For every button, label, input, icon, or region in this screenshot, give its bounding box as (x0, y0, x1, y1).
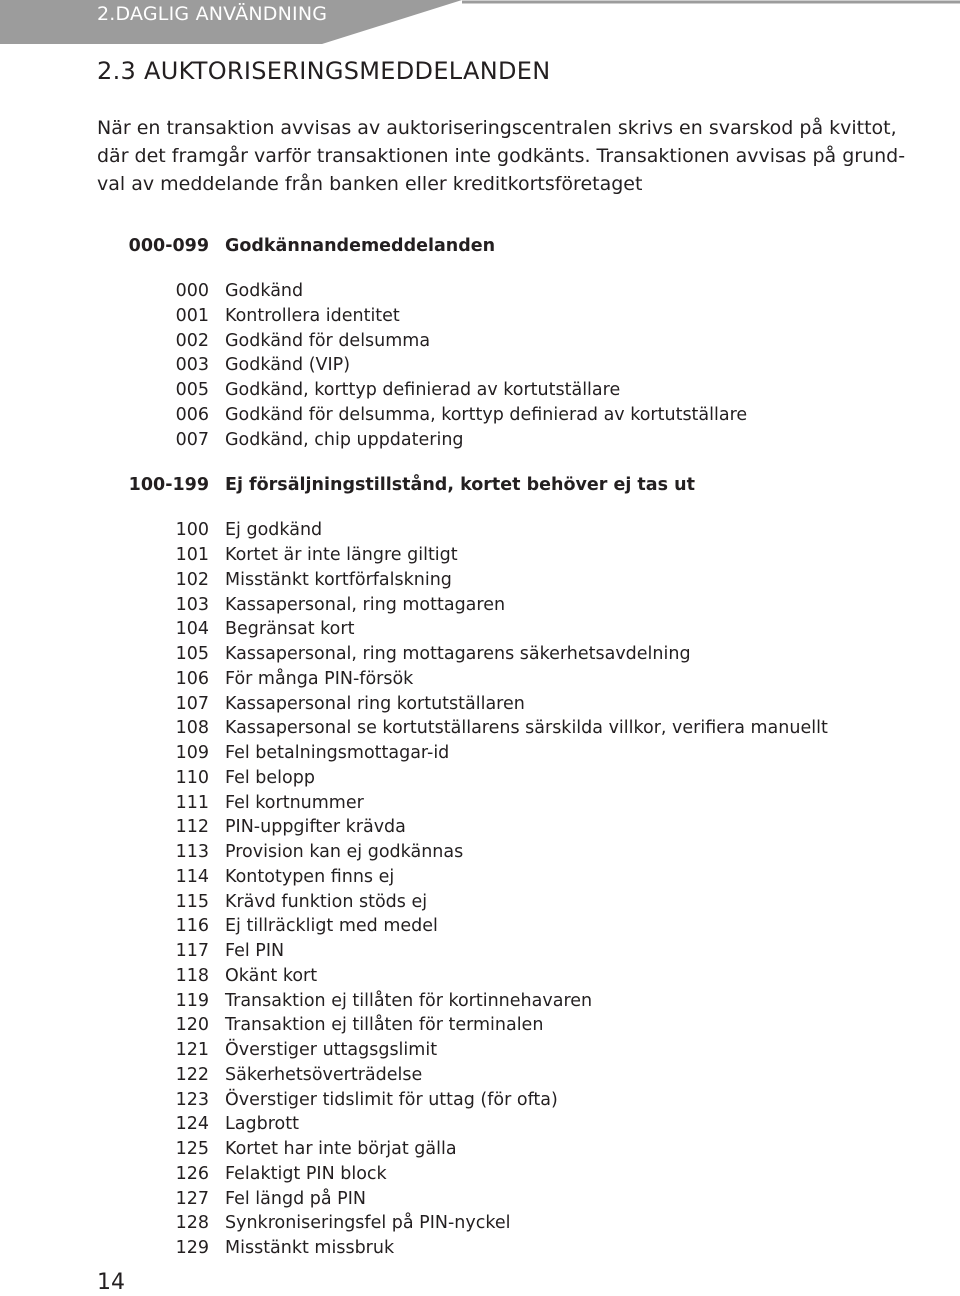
code-description: PIN-uppgifter krävda (225, 817, 406, 838)
code-list (0, 518, 960, 1261)
code-row (0, 939, 960, 964)
code-number: 121 (175, 1040, 209, 1060)
code-number: 006 (175, 404, 209, 425)
code-description: Kortet är inte längre giltigt (225, 545, 458, 565)
code-description: Misstänkt kortförfalskning (225, 569, 452, 590)
code-row (0, 617, 960, 642)
code-number: 002 (175, 330, 209, 351)
code-row (0, 890, 960, 915)
code-number: 005 (175, 380, 209, 400)
code-number: 104 (175, 619, 209, 640)
code-number: 100 (175, 520, 209, 541)
code-description: Fel längd på PIN (225, 1188, 366, 1209)
code-row (0, 1187, 960, 1212)
code-number: 109 (175, 743, 209, 763)
code-row (0, 914, 960, 939)
code-row (0, 1063, 960, 1088)
code-row (0, 593, 960, 618)
code-description: Kortet har inte börjat gälla (225, 1139, 457, 1159)
code-row (0, 428, 960, 453)
code-list (0, 279, 960, 452)
code-description: Transaktion ej tillåten för terminalen (225, 1015, 544, 1036)
code-row (0, 791, 960, 816)
code-description: Fel betalningsmottagar-id (225, 743, 450, 763)
code-description: Ej tillräckligt med medel (225, 916, 438, 937)
code-number: 112 (175, 817, 209, 838)
code-number: 106 (175, 668, 209, 689)
code-row (0, 1088, 960, 1113)
code-row (0, 304, 960, 329)
code-description: Fel PIN (225, 941, 285, 961)
code-number: 113 (175, 842, 209, 862)
code-description: Synkroniseringsfel på PIN-nyckel (225, 1213, 511, 1234)
code-description: Krävd funktion stöds ej (225, 891, 428, 912)
code-description: Kassapersonal se kortutställarens särskilda villkor, verifiera manuellt (225, 718, 828, 739)
code-group-heading (0, 230, 960, 262)
code-number: 003 (175, 355, 209, 376)
code-number: 114 (175, 866, 209, 887)
chapter-title: 2.DAGLIG ANVÄNDNING (97, 3, 328, 25)
code-number: 000 (175, 281, 209, 301)
code-row (0, 378, 960, 403)
page-number: 14 (97, 1270, 125, 1295)
code-row (0, 815, 960, 840)
code-row (0, 642, 960, 667)
code-description: Ej godkänd (225, 520, 323, 541)
code-number: 125 (175, 1139, 209, 1159)
code-group-range: 100-199 (128, 475, 209, 496)
code-row (0, 1162, 960, 1187)
code-number: 124 (175, 1114, 209, 1135)
code-description: Provision kan ej godkännas (225, 842, 464, 862)
code-number: 115 (175, 891, 209, 912)
intro-paragraph (97, 114, 917, 198)
code-description: Felaktigt PIN block (225, 1163, 387, 1184)
code-row (0, 518, 960, 543)
code-description: Säkerhetsöverträdelse (225, 1064, 423, 1085)
code-number: 116 (175, 916, 209, 937)
code-number: 110 (175, 767, 209, 788)
code-row (0, 964, 960, 989)
code-description: Godkänd för delsumma, korttyp definierad av kortutställare (225, 404, 748, 425)
response-code-list (0, 230, 960, 1278)
code-group-range: 000-099 (128, 236, 209, 256)
code-description: Fel belopp (225, 767, 315, 788)
intro-line: där det framgår varför transaktionen inte godkänts. Transaktionen avvisas på grund- (97, 145, 906, 167)
code-description: Godkänd (VIP) (225, 355, 351, 376)
code-number: 129 (175, 1238, 209, 1258)
code-row (0, 692, 960, 717)
code-row (0, 840, 960, 865)
code-number: 103 (175, 594, 209, 615)
code-row (0, 716, 960, 741)
code-number: 128 (175, 1213, 209, 1234)
code-row (0, 568, 960, 593)
code-description: Fel kortnummer (225, 792, 364, 813)
code-row (0, 329, 960, 354)
code-number: 111 (175, 792, 209, 813)
code-description: Godkänd (225, 281, 304, 301)
code-description: Misstänkt missbruk (225, 1238, 395, 1258)
code-number: 118 (175, 965, 209, 986)
code-description: Kontotypen finns ej (225, 866, 395, 887)
code-number: 007 (175, 429, 209, 450)
code-description: Godkänd för delsumma (225, 330, 431, 351)
code-description: Överstiger tidslimit för uttag (för ofta) (225, 1089, 558, 1110)
code-description: Kassapersonal, ring mottagarens säkerhetsavdelning (225, 644, 691, 664)
code-number: 123 (175, 1089, 209, 1110)
code-row (0, 1112, 960, 1137)
code-description: Kassapersonal ring kortutställaren (225, 693, 525, 714)
code-group-title: Godkännandemeddelanden (225, 236, 496, 256)
code-number: 127 (175, 1188, 209, 1209)
code-number: 105 (175, 644, 209, 664)
section-title: 2.3 AUKTORISERINGSMEDDELANDEN (97, 57, 551, 85)
code-row (0, 1038, 960, 1063)
code-row (0, 1211, 960, 1236)
code-row (0, 1013, 960, 1038)
code-group-heading (0, 469, 960, 501)
code-description: Begränsat kort (225, 619, 355, 640)
code-group-title: Ej försäljningstillstånd, kortet behöver ej tas ut (225, 475, 695, 496)
code-description: Godkänd, korttyp definierad av kortutställare (225, 380, 621, 400)
code-number: 120 (175, 1015, 209, 1036)
code-number: 101 (175, 545, 209, 565)
code-description: Lagbrott (225, 1114, 299, 1135)
code-description: Transaktion ej tillåten för kortinnehavaren (225, 990, 593, 1011)
code-description: Kontrollera identitet (225, 305, 400, 326)
code-row (0, 279, 960, 304)
code-number: 107 (175, 693, 209, 714)
code-row (0, 989, 960, 1014)
code-description: För många PIN-försök (225, 668, 414, 689)
code-row (0, 766, 960, 791)
code-number: 108 (175, 718, 209, 739)
code-number: 122 (175, 1064, 209, 1085)
code-number: 001 (175, 305, 209, 326)
code-number: 117 (175, 941, 209, 961)
code-row (0, 865, 960, 890)
code-row (0, 667, 960, 692)
code-row (0, 741, 960, 766)
code-number: 126 (175, 1163, 209, 1184)
code-description: Överstiger uttagsgslimit (225, 1040, 438, 1060)
code-description: Kassapersonal, ring mottagaren (225, 594, 506, 615)
intro-line: val av meddelande från banken eller kreditkortsföretaget (97, 173, 643, 195)
code-number: 119 (175, 990, 209, 1011)
intro-line: När en transaktion avvisas av auktoriseringscentralen skrivs en svarskod på kvittot, (97, 117, 897, 139)
code-number: 102 (175, 569, 209, 590)
code-row (0, 543, 960, 568)
code-description: Godkänd, chip uppdatering (225, 429, 464, 450)
code-description: Okänt kort (225, 965, 318, 986)
code-row (0, 403, 960, 428)
code-row (0, 1137, 960, 1162)
chapter-header (0, 0, 960, 44)
code-row (0, 353, 960, 378)
code-row (0, 1236, 960, 1261)
